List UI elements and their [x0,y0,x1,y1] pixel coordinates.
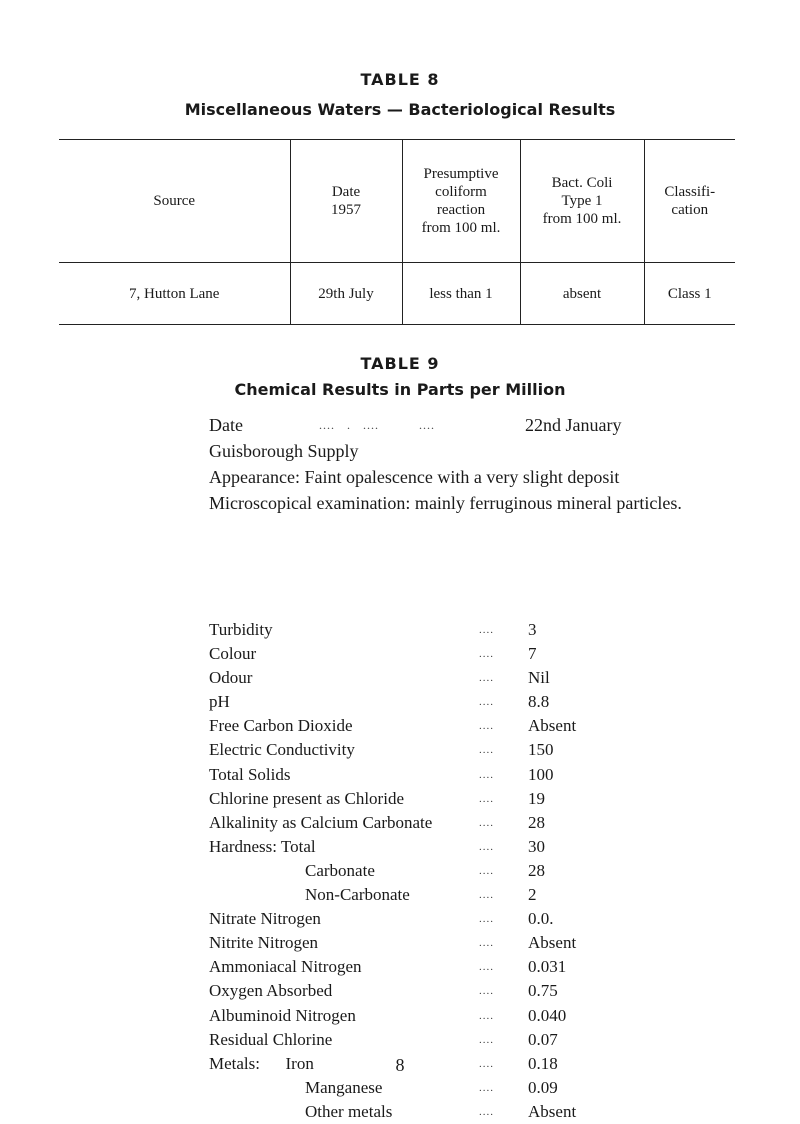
header-line: reaction [436,202,486,218]
result-label: Hardness: Total [209,836,316,856]
result-label: Free Carbon Dioxide [209,716,353,736]
leader-dots: .... [479,1105,494,1118]
leader-dots: .... [479,696,494,709]
result-value: 2 [528,885,537,905]
result-value: Absent [528,933,577,953]
result-value: 0.09 [528,1077,558,1097]
leader-dots: .... [479,744,494,757]
result-value: Absent [528,1101,577,1121]
table-cell: 29th July [290,263,402,325]
result-value: Nil [528,668,550,688]
header-line: Classifi- [664,184,716,200]
leader-dots: .... [479,1081,494,1094]
table-cell: 7, Hutton Lane [129,285,220,302]
leader-dots: .... [479,985,494,998]
result-label: Turbidity [209,620,273,639]
leader-dots: .... [479,961,494,974]
table9-title: TABLE 9 [360,354,440,373]
table-cell: absent [520,263,644,325]
date-value: 22nd January [525,415,622,435]
leader-dots: .... [479,1033,494,1046]
header-line: Presumptive [423,166,499,182]
result-value: Absent [528,716,577,736]
result-value: 7 [528,644,537,664]
leader-dots: .... [479,1057,494,1070]
date-line [209,412,622,438]
table8-header-cell [290,140,402,263]
table-cell: less than 1 [402,263,520,325]
result-label: Colour [209,644,257,664]
table8-subtitle: Miscellaneous Waters — Bacteriological Results [184,100,616,119]
leader-dots: .... [479,792,494,805]
header-line: Type 1 [561,193,603,209]
result-value: 0.031 [528,957,567,977]
table8-header-cell [644,140,735,263]
leader-dots: .... [479,1009,494,1022]
appearance-line: Appearance: Faint opalescence with a very slight deposit [209,467,620,487]
leader-dots: .... . .... .... [319,418,435,432]
result-label: Alkalinity as Calcium Carbonate [209,812,433,832]
leader-dots: .... [479,889,494,902]
result-value: 0.18 [528,1053,558,1073]
header-line: coliform [435,184,487,200]
result-label: Electric Conductivity [209,740,355,760]
header-line: from 100 ml. [421,220,501,236]
leader-dots: .... [479,840,494,853]
result-value: 3 [528,620,537,639]
result-value: 150 [528,740,554,760]
result-value: 28 [528,860,545,880]
leader-dots: .... [479,768,494,781]
table-cell: Class 1 [644,263,735,325]
table9-subtitle: Chemical Results in Parts per Million [234,380,566,399]
result-label: Metals: Iron [209,1053,314,1073]
bacteriological-results-table [59,139,735,325]
table8-header-cell [402,140,520,263]
result-label: Carbonate [305,860,375,880]
header-line: Source [153,193,196,209]
result-value: 0.0. [528,909,554,929]
header-line: cation [671,202,709,218]
leader-dots: .... [479,720,494,733]
leader-dots: .... [479,937,494,950]
result-value: 8.8 [528,692,550,712]
result-value: 0.040 [528,1005,567,1025]
result-label: pH [209,692,230,712]
result-value: 30 [528,836,545,856]
table-row [59,263,735,325]
result-label: Other metals [305,1101,393,1121]
leader-dots: .... [479,672,494,685]
date-label: Date [209,415,243,435]
leader-dots: .... [479,864,494,877]
result-label: Ammoniacal Nitrogen [209,957,362,977]
result-label: Nitrate Nitrogen [209,909,321,929]
table8-header-cell [59,140,290,263]
result-value: 0.75 [528,981,558,1001]
leader-dots: .... [479,624,494,636]
header-line: from 100 ml. [542,211,622,227]
result-label: Oxygen Absorbed [209,981,333,1001]
leader-dots: .... [479,913,494,926]
header-line: 1957 [331,202,361,218]
result-label: Manganese [305,1077,383,1097]
supply-line: Guisborough Supply [209,441,359,461]
result-value: 100 [528,764,554,784]
header-line: Bact. Coli [551,175,613,191]
result-label: Non-Carbonate [305,885,410,905]
result-label: Chlorine present as Chloride [209,788,404,808]
result-label: Nitrite Nitrogen [209,933,319,953]
header-line: Date [331,184,361,200]
result-value: 28 [528,812,545,832]
result-value: 0.07 [528,1029,558,1049]
leader-dots: .... [479,648,494,661]
page-number: 8 [395,1055,405,1075]
result-label: Total Solids [209,764,291,784]
table8-title: TABLE 8 [360,70,440,89]
result-label: Odour [209,668,253,688]
table8-header-cell [520,140,644,263]
result-label: Albuminoid Nitrogen [209,1005,356,1025]
microscopical-line: Microscopical examination: mainly ferruginous mineral particles. [209,493,682,513]
result-value: 19 [528,788,545,808]
leader-dots: .... [479,816,494,829]
result-label: Residual Chlorine [209,1029,333,1049]
table8-header-row [59,140,735,263]
